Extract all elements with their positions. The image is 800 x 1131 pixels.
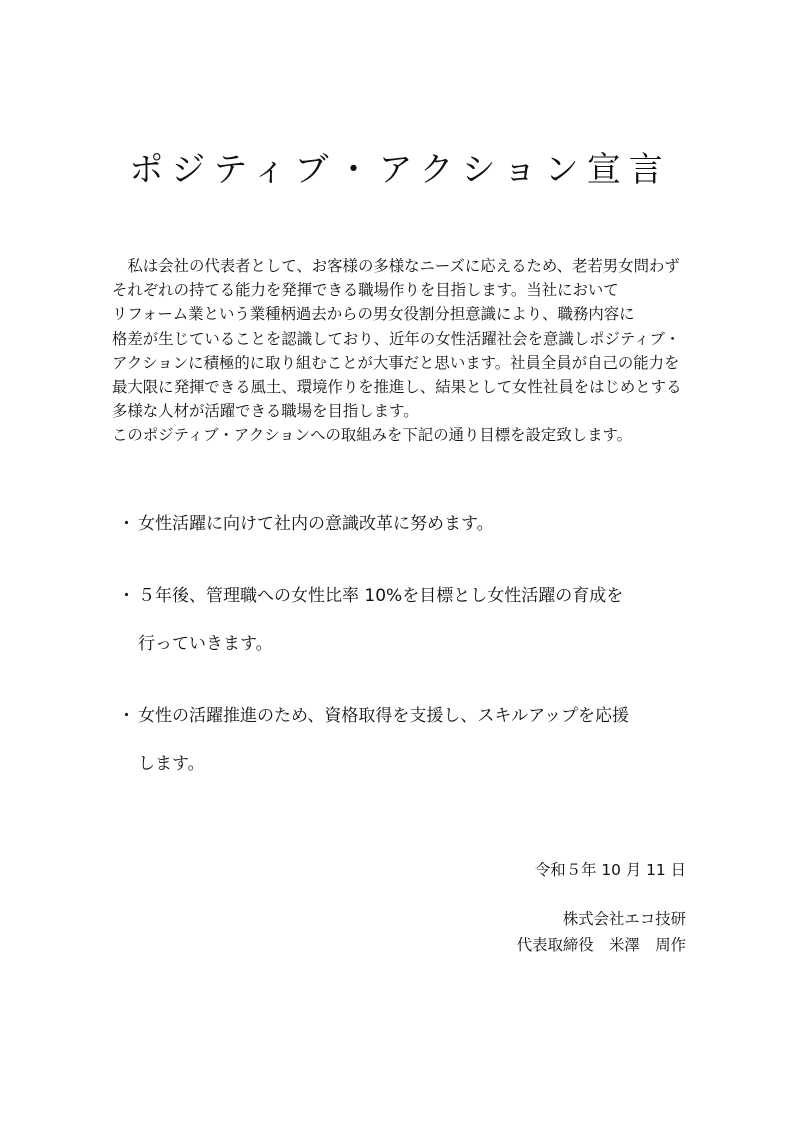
goal-item — [116, 506, 716, 542]
goal-list — [116, 506, 716, 782]
intro-line: このポジティブ・アクションへの取組みを下記の通り目標を設定致します。 — [112, 426, 633, 445]
document-title: ポジティブ・アクション宣言 — [129, 150, 671, 190]
bullet-dot: ・ — [118, 514, 135, 534]
goal-text: ５年後、管理職への女性比率 10%を目標とし女性活躍の育成を — [138, 586, 624, 606]
signature-block — [517, 858, 686, 958]
intro-line: 最大限に発揮できる風土、環境作りを推進し、結果として女性社員をはじめとする — [112, 377, 682, 396]
representative-name: 代表取締役 米澤 周作 — [516, 936, 686, 954]
goal-text-continued: 行っていきます。 — [138, 634, 273, 654]
intro-line: 多様な人材が活躍できる職場を目指します。 — [112, 402, 419, 421]
bullet-dot: ・ — [118, 706, 135, 726]
goal-text-continued: します。 — [138, 754, 205, 774]
intro-line: 格差が生じていることを認識しており、近年の女性活躍社会を意識しポジティブ・ — [112, 329, 681, 348]
intro-line: それぞれの持てる能力を発揮できる職場作りを目指します。当社において — [112, 281, 619, 300]
bullet-dot: ・ — [118, 586, 135, 606]
company-name: 株式会社エコ技研 — [562, 910, 686, 928]
intro-line: 私は会社の代表者として、お客様の多様なニーズに応えるため、老若男女問わず — [112, 257, 680, 275]
intro-line: リフォーム業という業種柄過去からの男女役割分担意識により、職務内容に — [112, 305, 635, 324]
goal-text: 女性活躍に向けて社内の意識改革に努めます。 — [138, 514, 494, 534]
document-date: 令和５年 10 月 11 日 — [534, 861, 686, 879]
intro-paragraph — [112, 254, 702, 448]
goal-item — [116, 698, 716, 782]
goal-text: 女性の活躍推進のため、資格取得を支援し、スキルアップを応援 — [138, 706, 629, 726]
intro-line: アクションに積極的に取り組むことが大事だと思います。社員全員が自己の能力を — [112, 353, 680, 372]
goal-item — [116, 578, 716, 662]
